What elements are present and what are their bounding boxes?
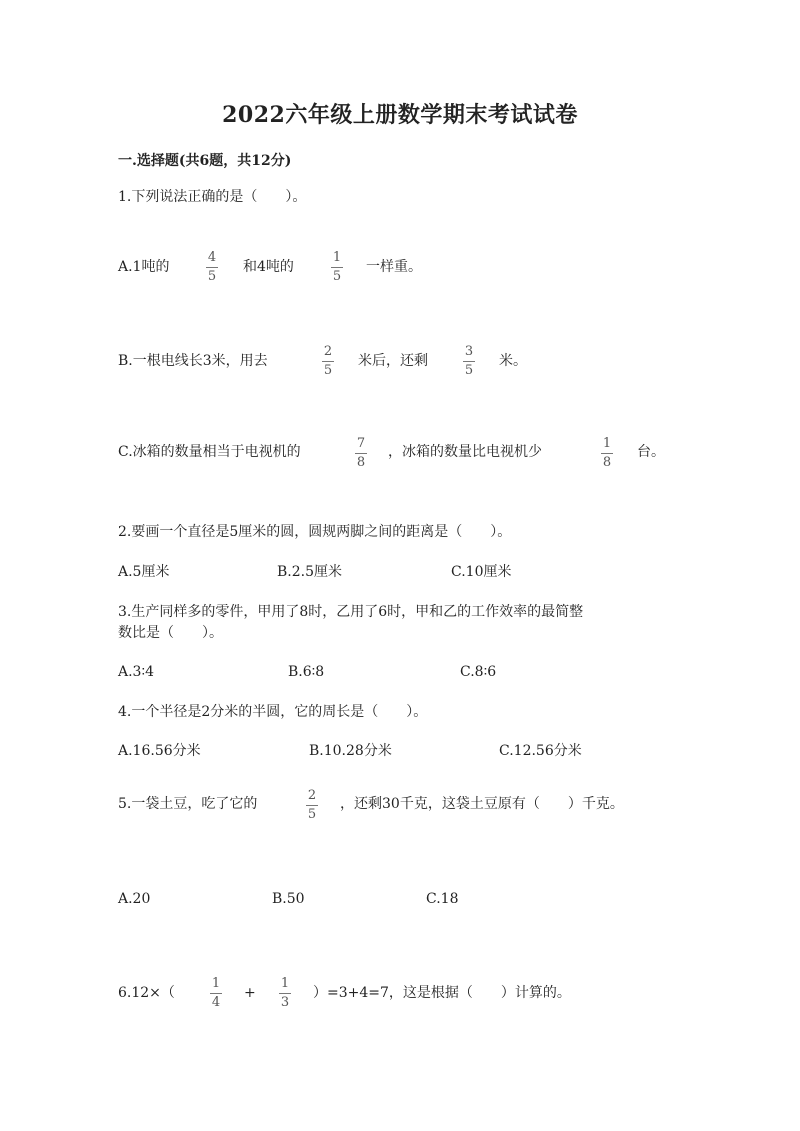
fraction-bar <box>355 453 367 454</box>
question-4-option-c: C.12.56分米 <box>499 743 582 759</box>
page-title: 2022六年级上册数学期末考试试卷 <box>222 102 578 128</box>
fraction <box>317 344 339 379</box>
fraction <box>326 250 348 285</box>
fraction-bar <box>206 267 218 268</box>
fraction-bar <box>463 361 475 362</box>
option-text: 和4吨的 <box>243 259 294 275</box>
question-3-option-a: A.3∶4 <box>118 664 155 680</box>
question-2-option-a: A.5厘米 <box>118 564 170 580</box>
fraction-numerator: 1 <box>332 250 342 265</box>
question-2-option-c: C.10厘米 <box>451 564 512 580</box>
fraction-numerator: 3 <box>464 344 474 359</box>
question-5-option-a: A.20 <box>118 891 151 907</box>
fraction-denominator: 5 <box>464 363 474 378</box>
fraction <box>458 344 480 379</box>
fraction-bar <box>601 453 613 454</box>
plus-sign: + <box>244 985 256 1001</box>
option-text: 米。 <box>499 353 527 369</box>
fraction-bar <box>322 361 334 362</box>
fraction-bar <box>210 993 222 994</box>
fraction-denominator: 5 <box>307 807 317 822</box>
fraction <box>596 436 618 471</box>
fraction-numerator: 2 <box>323 344 333 359</box>
fraction-numerator: 4 <box>207 250 217 265</box>
fraction <box>350 436 372 471</box>
question-text: 5.一袋土豆，吃了它的 <box>118 796 258 812</box>
question-3-stem-line-1: 3.生产同样多的零件，甲用了8时，乙用了6时，甲和乙的工作效率的最简整 <box>118 604 584 620</box>
question-1-stem: 1.下列说法正确的是（ ）。 <box>118 189 307 205</box>
section-heading: 一.选择题(共6题，共12分) <box>118 153 292 169</box>
question-4-stem: 4.一个半径是2分米的半圆，它的周长是（ ）。 <box>118 704 428 720</box>
fraction-numerator: 1 <box>602 436 612 451</box>
question-text: ，还剩30千克，这袋土豆原有（ ）千克。 <box>340 796 624 812</box>
question-4-option-a: A.16.56分米 <box>118 743 201 759</box>
option-text: 一样重。 <box>366 259 422 275</box>
fraction-denominator: 8 <box>356 455 366 470</box>
fraction-denominator: 8 <box>602 455 612 470</box>
option-text: 台。 <box>637 444 665 460</box>
fraction <box>301 788 323 823</box>
fraction-denominator: 5 <box>323 363 333 378</box>
question-2-option-b: B.2.5厘米 <box>277 564 343 580</box>
question-5-option-b: B.50 <box>272 891 305 907</box>
fraction-denominator: 5 <box>207 269 217 284</box>
option-text: A.1吨的 <box>118 259 170 275</box>
question-text: ）=3+4=7，这是根据（ ）计算的。 <box>313 985 571 1001</box>
fraction-bar <box>306 805 318 806</box>
option-text: ，冰箱的数量比电视机少 <box>388 444 542 460</box>
fraction-bar <box>331 267 343 268</box>
fraction-denominator: 4 <box>211 995 221 1010</box>
fraction-numerator: 1 <box>211 976 221 991</box>
fraction-denominator: 3 <box>280 995 290 1010</box>
question-3-option-b: B.6∶8 <box>288 664 325 680</box>
option-text: B.一根电线长3米，用去 <box>118 353 268 369</box>
question-5-option-c: C.18 <box>426 891 459 907</box>
option-text: C.冰箱的数量相当于电视机的 <box>118 444 301 460</box>
question-3-stem-line-2: 数比是（ ）。 <box>118 625 223 641</box>
fraction-numerator: 1 <box>280 976 290 991</box>
fraction <box>201 250 223 285</box>
question-2-stem: 2.要画一个直径是5厘米的圆，圆规两脚之间的距离是（ ）。 <box>118 524 512 540</box>
fraction <box>205 976 227 1011</box>
option-text: 米后，还剩 <box>358 353 428 369</box>
question-4-option-b: B.10.28分米 <box>309 743 392 759</box>
question-3-option-c: C.8∶6 <box>460 664 497 680</box>
fraction-bar <box>279 993 291 994</box>
fraction-denominator: 5 <box>332 269 342 284</box>
fraction <box>274 976 296 1011</box>
fraction-numerator: 7 <box>356 436 366 451</box>
question-text: 6.12×（ <box>118 985 175 1001</box>
fraction-numerator: 2 <box>307 788 317 803</box>
